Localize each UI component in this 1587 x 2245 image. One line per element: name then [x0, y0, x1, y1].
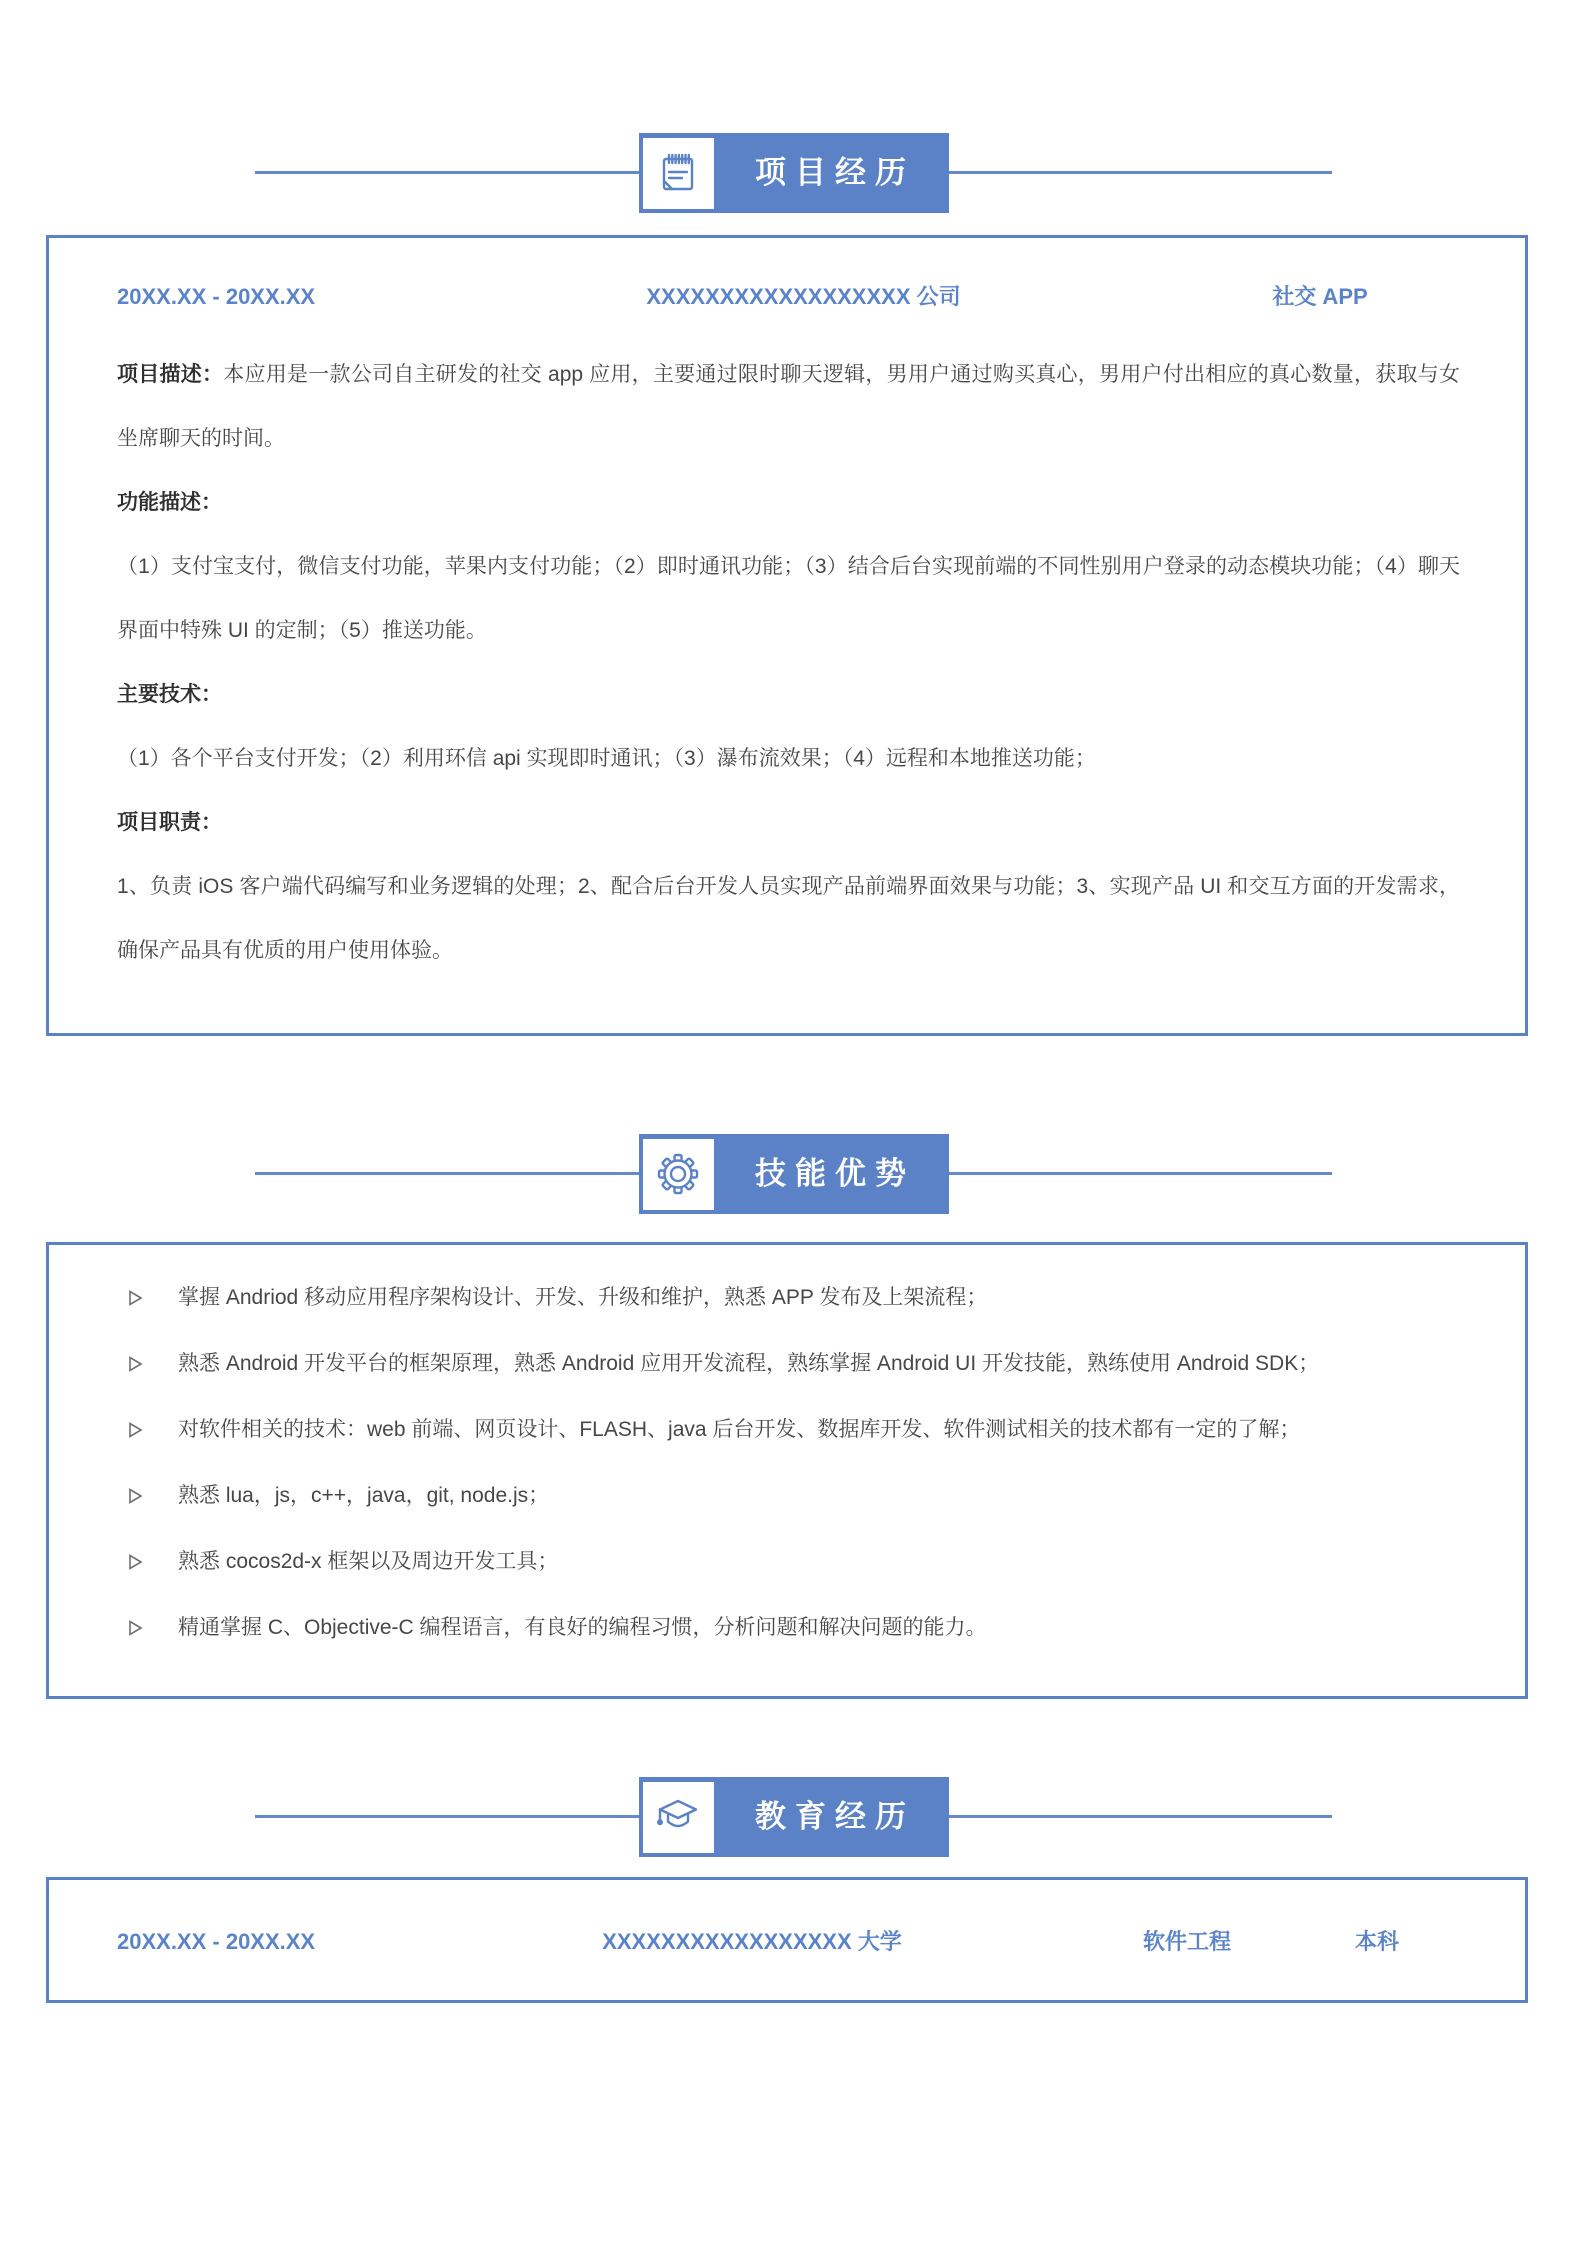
skill-item — [117, 1464, 1465, 1528]
skill-item — [117, 1332, 1465, 1396]
section-title: 项目经历 — [755, 155, 915, 190]
badge-icon-box — [643, 138, 714, 209]
block-label: 主要技术： — [117, 683, 222, 706]
skill-item — [117, 1266, 1465, 1330]
section-badge-projects — [639, 133, 949, 213]
section-badge-skills — [639, 1134, 949, 1214]
feature-description-block — [117, 471, 1460, 663]
section-header-skills — [0, 1134, 1587, 1214]
education-degree: 本科 — [1354, 1929, 1399, 1954]
badge-icon-box — [643, 1139, 714, 1210]
section-badge-education — [639, 1777, 949, 1857]
skill-text: 熟悉 lua，js，c++，java，git, node.js； — [178, 1484, 550, 1507]
education-school: XXXXXXXXXXXXXXXXX 大学 — [602, 1929, 902, 1954]
graduation-cap-icon — [655, 1794, 701, 1840]
arrow-bullet-icon — [128, 1355, 143, 1373]
education-meta-row — [117, 1910, 1457, 1974]
project-description-block — [117, 343, 1460, 471]
section-title: 教育经历 — [755, 1799, 915, 1834]
skill-item — [117, 1398, 1465, 1462]
education-major: 软件工程 — [1142, 1929, 1231, 1954]
project-period: 20XX.XX - 20XX.XX — [117, 284, 316, 309]
arrow-bullet-icon — [128, 1487, 143, 1505]
block-text: 本应用是一款公司自主研发的社交 app 应用，主要通过限时聊天逻辑，男用户通过购买真心，男用户付出相应的真心数量，获取与女坐席聊天的时间。 — [117, 363, 1460, 450]
skills-card — [46, 1242, 1528, 1699]
skill-text: 掌握 Andriod 移动应用程序架构设计、开发、升级和维护，熟悉 APP 发布及上架流程； — [178, 1286, 988, 1309]
main-tech-block — [117, 663, 1460, 791]
skill-item — [117, 1530, 1465, 1594]
block-text: （1）支付宝支付，微信支付功能，苹果内支付功能；（2）即时通讯功能；（3）结合后台实现前端的不同性别用户登录的动态模块功能；（4）聊天界面中特殊 UI 的定制；（5）推送功能。 — [117, 555, 1460, 642]
block-label: 项目描述： — [117, 363, 224, 386]
section-header-education — [0, 1777, 1587, 1857]
arrow-bullet-icon — [128, 1553, 143, 1571]
skills-list — [117, 1266, 1465, 1660]
skill-item — [117, 1596, 1465, 1660]
arrow-bullet-icon — [128, 1289, 143, 1307]
block-text: （1）各个平台支付开发；（2）利用环信 api 实现即时通讯；（3）瀑布流效果；（4）远程和本地推送功能； — [117, 747, 1096, 770]
block-label: 功能描述： — [117, 491, 222, 514]
arrow-bullet-icon — [128, 1421, 143, 1439]
skill-text: 熟悉 Android 开发平台的框架原理，熟悉 Android 应用开发流程，熟练掌握 Android UI 开发技能，熟练使用 Android SDK； — [178, 1352, 1320, 1375]
skill-text: 精通掌握 C、Objective-C 编程语言，有良好的编程习惯，分析问题和解决问题的能力。 — [178, 1616, 987, 1639]
gear-icon — [655, 1151, 701, 1197]
education-period: 20XX.XX - 20XX.XX — [117, 1929, 316, 1954]
block-text: 1、负责 iOS 客户端代码编写和业务逻辑的处理；2、配合后台开发人员实现产品前端界面效果与功能；3、实现产品 UI 和交互方面的开发需求，确保产品具有优质的用户使用体验。 — [117, 875, 1460, 962]
section-title: 技能优势 — [755, 1156, 915, 1191]
project-meta-row — [117, 265, 1460, 329]
project-company: XXXXXXXXXXXXXXXXXX 公司 — [646, 284, 961, 309]
block-label: 项目职责： — [117, 811, 222, 834]
skill-text: 熟悉 cocos2d-x 框架以及周边开发工具； — [178, 1550, 559, 1573]
project-type: 社交 APP — [1272, 284, 1368, 309]
project-experience-card — [46, 235, 1528, 1036]
education-card — [46, 1877, 1528, 2003]
badge-icon-box — [643, 1782, 714, 1853]
notebook-icon — [655, 150, 701, 196]
section-header-projects — [0, 133, 1587, 213]
arrow-bullet-icon — [128, 1619, 143, 1637]
skill-text: 对软件相关的技术：web 前端、网页设计、FLASH、java 后台开发、数据库开发、软件测试相关的技术都有一定的了解； — [178, 1418, 1301, 1441]
project-duty-block — [117, 791, 1460, 983]
